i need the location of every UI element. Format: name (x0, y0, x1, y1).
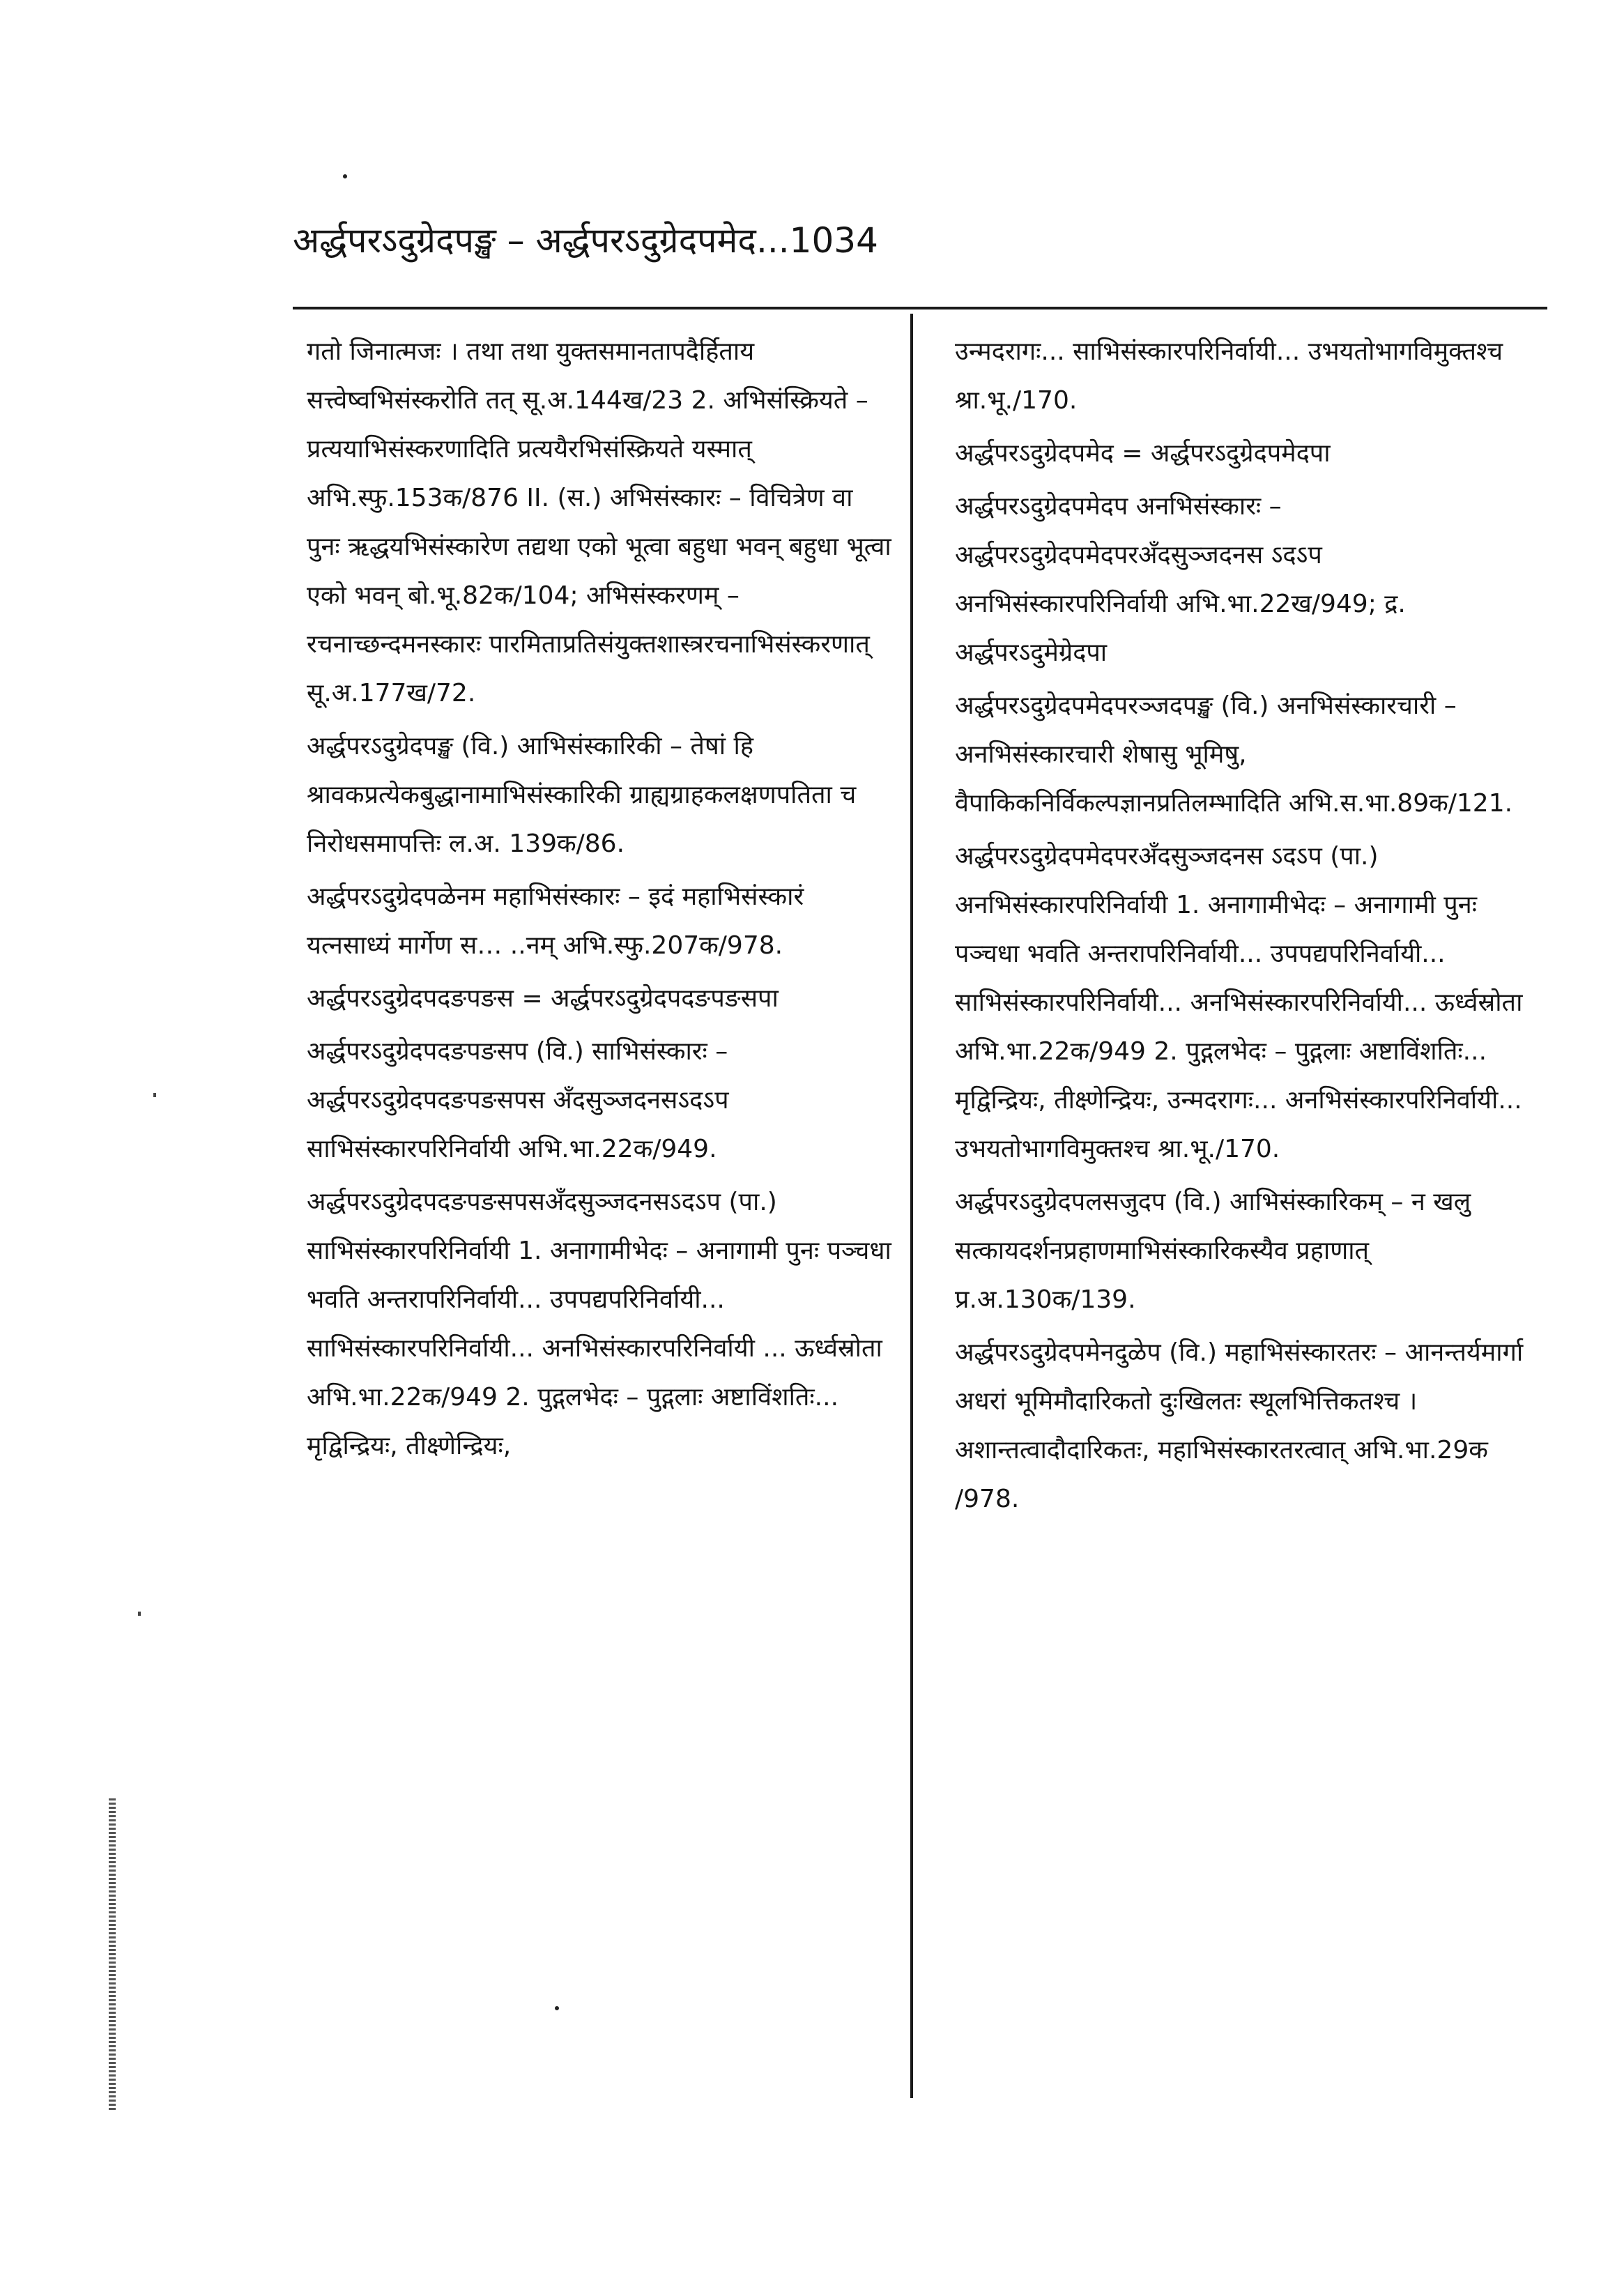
dictionary-entry: गतो जिनात्मजः । तथा तथा युक्तसमानतापदैर्हिताय सत्त्वेष्वभिसंस्करोति तत् सू.अ.144ख/23 2. अभिसंस्क्रियते – प्रत्ययाभिसंस्करणादिति प्रत्ययैरभिसंस्क्रियते यस्मात् अभि.स्फु.153क/876 II. (स.) अभिसंस्कारः – विचित्रेण वा पुनः ऋद्धयभिसंस्कारेण तद्यथा एको भूत्वा बहुधा भवन् बहुधा भूत्वा एको भवन् बो.भू.82क/104; अभिसंस्करणम् – रचनाच्छन्दमनस्कारः पारमिताप्रतिसंयुक्तशास्त्ररचनाभिसंस्करणात् सू.अ.177ख/72. (307, 337, 891, 708)
scan-speck (343, 174, 347, 178)
dictionary-entry: अर्द्धपरऽदुग्रेदपदङपङसपसअँदसुञ्जदनसऽदऽप (पा.) साभिसंस्कारपरिनिर्वायी 1. अनागामीभेदः – अनागामी पुनः पञ्चधा भवति अन्तरापरिनिर्वायी... उपपद्यपरिनिर्वायी... साभिसंस्कारपरिनिर्वायी... अनभिसंस्कारपरिनिर्वायी ... ऊर्ध्वस्रोता अभि.भा.22क/949 2. पुद्गलभेदः – पुद्गलाः अष्टाविंशतिः... मृद्विन्द्रियः, तीक्ष्णेन्द्रियः, (307, 1188, 891, 1460)
scan-mark (138, 1612, 141, 1616)
dictionary-entry: अर्द्धपरऽदुग्रेदपलसजुदप (वि.) आभिसंस्कारिकम् – न खलु सत्कायदर्शनप्रहाणमाभिसंस्कारिकस्यैव प्रहाणात् प्र.अ.130क/139. (955, 1188, 1471, 1314)
dictionary-entry: अर्द्धपरऽदुग्रेदपदङपङस = अर्द्धपरऽदुग्रेदपदङपङसपा (307, 984, 779, 1013)
dictionary-entry: अर्द्धपरऽदुग्रेदपमेद = अर्द्धपरऽदुग्रेदपमेदपा (955, 439, 1331, 468)
running-header (293, 209, 1338, 272)
header-rule (293, 307, 1547, 309)
running-title: अर्द्धपरऽदुग्रेदपङ्ख – अर्द्धपरऽदुग्रेदपमेद...1034 (293, 220, 878, 261)
dictionary-entry: अर्द्धपरऽदुग्रेदपमेदपरअँदसुञ्जदनस ऽदऽप (पा.) अनभिसंस्कारपरिनिर्वायी 1. अनागामीभेदः – अनागामी पुनः पञ्चधा भवति अन्तरापरिनिर्वायी... उपपद्यपरिनिर्वायी... साभिसंस्कारपरिनिर्वायी... अनभिसंस्कारपरिनिर्वायी... ऊर्ध्वस्रोता अभि.भा.22क/949 2. पुद्गलभेदः – पुद्गलाः अष्टाविंशतिः... मृद्विन्द्रियः, तीक्ष्णेन्द्रियः, उन्मदरागः... अनभिसंस्कारपरिनिर्वायी... उभयतोभागविमुक्तश्च श्रा.भू./170. (955, 842, 1523, 1163)
dictionary-entry: अर्द्धपरऽदुग्रेदपदङपङसप (वि.) साभिसंस्कारः – अर्द्धपरऽदुग्रेदपदङपङसपस अँदसुञ्जदनसऽदऽप साभिसंस्कारपरिनिर्वायी अभि.भा.22क/949. (307, 1037, 729, 1163)
dictionary-entry: अर्द्धपरऽदुग्रेदपळेनम महाभिसंस्कारः – इदं महाभिसंस्कारं यत्नसाध्यं मार्गेण स… ..नम् अभि.स्फु.207क/978. (307, 882, 804, 960)
scan-edge-artifact (109, 1798, 116, 2112)
dictionary-entry: अर्द्धपरऽदुग्रेदपमेनदुळेप (वि.) महाभिसंस्कारतरः – आनन्तर्यमार्गा अधरां भूमिमौदारिकतो दुःखिलतः स्थूलभित्तिकतश्च । अशान्तत्वादौदारिकतः, महाभिसंस्कारतरत्वात् अभि.भा.29क /978. (955, 1338, 1524, 1513)
right-column (955, 328, 1540, 1528)
dictionary-entry: अर्द्धपरऽदुग्रेदपमेदप अनभिसंस्कारः – अर्द्धपरऽदुग्रेदपमेदपरअँदसुञ्जदनस ऽदऽप अनभिसंस्कारपरिनिर्वायी अभि.भा.22ख/949; द्र. अर्द्धपरऽदुमेग्रेदपा (955, 492, 1406, 667)
dictionary-entry: अर्द्धपरऽदुग्रेदपमेदपरञ्जदपङ्ख (वि.) अनभिसंस्कारचारी – अनभिसंस्कारचारी शेषासु भूमिषु, वैपाकिकनिर्विकल्पज्ञानप्रतिलम्भादिति अभि.स.भा.89क/121. (955, 691, 1513, 818)
dictionary-entry: अर्द्धपरऽदुग्रेदपङ्ख (वि.) आभिसंस्कारिकी – तेषां हि श्रावकप्रत्येकबुद्धानामाभिसंस्कारिकी ग्राह्यग्राहकलक्षणपतिता च निरोधसमापत्तिः ल.अ. 139क/86. (307, 732, 857, 858)
column-divider (910, 314, 913, 2098)
scan-mark (153, 1093, 156, 1097)
left-column (307, 328, 892, 1475)
dictionary-entry: उन्मदरागः... साभिसंस्कारपरिनिर्वायी... उभयतोभागविमुक्तश्च श्रा.भू./170. (955, 337, 1503, 415)
scan-speck (555, 2006, 559, 2010)
